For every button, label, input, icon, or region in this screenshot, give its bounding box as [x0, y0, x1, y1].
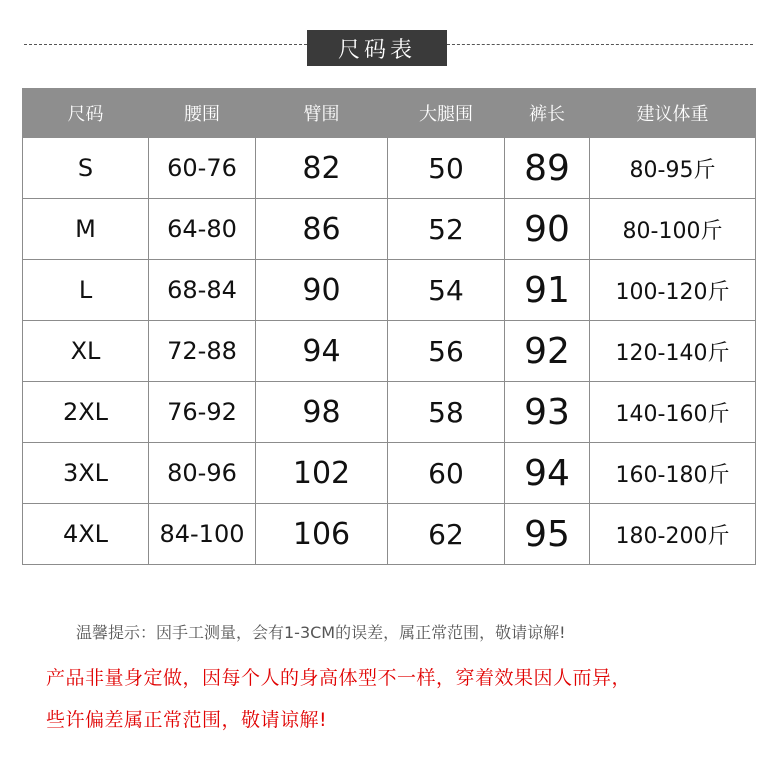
- waist-cell: 76-92: [149, 382, 256, 443]
- size-cell: 4XL: [23, 504, 149, 565]
- waist-cell: 64-80: [149, 199, 256, 260]
- header-length: 裤长: [505, 89, 590, 138]
- warning-line-2: 些许偏差属正常范围，敬请谅解!: [46, 709, 328, 731]
- page-title: 尺码表: [307, 30, 447, 66]
- thigh-cell: 58: [388, 382, 505, 443]
- length-cell: 92: [505, 321, 590, 382]
- table-row: [23, 382, 756, 443]
- size-cell: L: [23, 260, 149, 321]
- arm-cell: 98: [256, 382, 388, 443]
- thigh-cell: 52: [388, 199, 505, 260]
- header-waist: 腰围: [149, 89, 256, 138]
- table-row: [23, 443, 756, 504]
- waist-cell: 80-96: [149, 443, 256, 504]
- table-row: [23, 321, 756, 382]
- warning-line-1: 产品非量身定做，因每个人的身高体型不一样，穿着效果因人而异，: [46, 667, 632, 689]
- length-cell: 95: [505, 504, 590, 565]
- size-cell: S: [23, 138, 149, 199]
- thigh-cell: 54: [388, 260, 505, 321]
- waist-cell: 84-100: [149, 504, 256, 565]
- arm-cell: 86: [256, 199, 388, 260]
- waist-cell: 72-88: [149, 321, 256, 382]
- length-cell: 90: [505, 199, 590, 260]
- weight-cell: 100-120斤: [590, 260, 756, 321]
- size-cell: M: [23, 199, 149, 260]
- table-header-row: [23, 89, 756, 138]
- table-row: [23, 138, 756, 199]
- table-row: [23, 260, 756, 321]
- size-chart-table: [22, 88, 756, 565]
- title-section: [0, 30, 777, 66]
- table-row: [23, 504, 756, 565]
- waist-cell: 60-76: [149, 138, 256, 199]
- weight-cell: 180-200斤: [590, 504, 756, 565]
- size-cell: 2XL: [23, 382, 149, 443]
- weight-cell: 140-160斤: [590, 382, 756, 443]
- weight-cell: 80-95斤: [590, 138, 756, 199]
- waist-cell: 68-84: [149, 260, 256, 321]
- thigh-cell: 60: [388, 443, 505, 504]
- size-cell: XL: [23, 321, 149, 382]
- size-cell: 3XL: [23, 443, 149, 504]
- length-cell: 94: [505, 443, 590, 504]
- measurement-note: 温馨提示：因手工测量，会有1-3CM的误差，属正常范围，敬请谅解!: [76, 623, 566, 642]
- length-cell: 93: [505, 382, 590, 443]
- weight-cell: 120-140斤: [590, 321, 756, 382]
- title-divider-left: [24, 44, 307, 45]
- arm-cell: 102: [256, 443, 388, 504]
- arm-cell: 90: [256, 260, 388, 321]
- weight-cell: 160-180斤: [590, 443, 756, 504]
- weight-cell: 80-100斤: [590, 199, 756, 260]
- thigh-cell: 62: [388, 504, 505, 565]
- thigh-cell: 56: [388, 321, 505, 382]
- thigh-cell: 50: [388, 138, 505, 199]
- length-cell: 91: [505, 260, 590, 321]
- length-cell: 89: [505, 138, 590, 199]
- title-divider-right: [447, 44, 753, 45]
- arm-cell: 106: [256, 504, 388, 565]
- arm-cell: 94: [256, 321, 388, 382]
- header-size: 尺码: [23, 89, 149, 138]
- table-row: [23, 199, 756, 260]
- header-thigh: 大腿围: [388, 89, 505, 138]
- arm-cell: 82: [256, 138, 388, 199]
- header-arm: 臂围: [256, 89, 388, 138]
- header-weight: 建议体重: [590, 89, 756, 138]
